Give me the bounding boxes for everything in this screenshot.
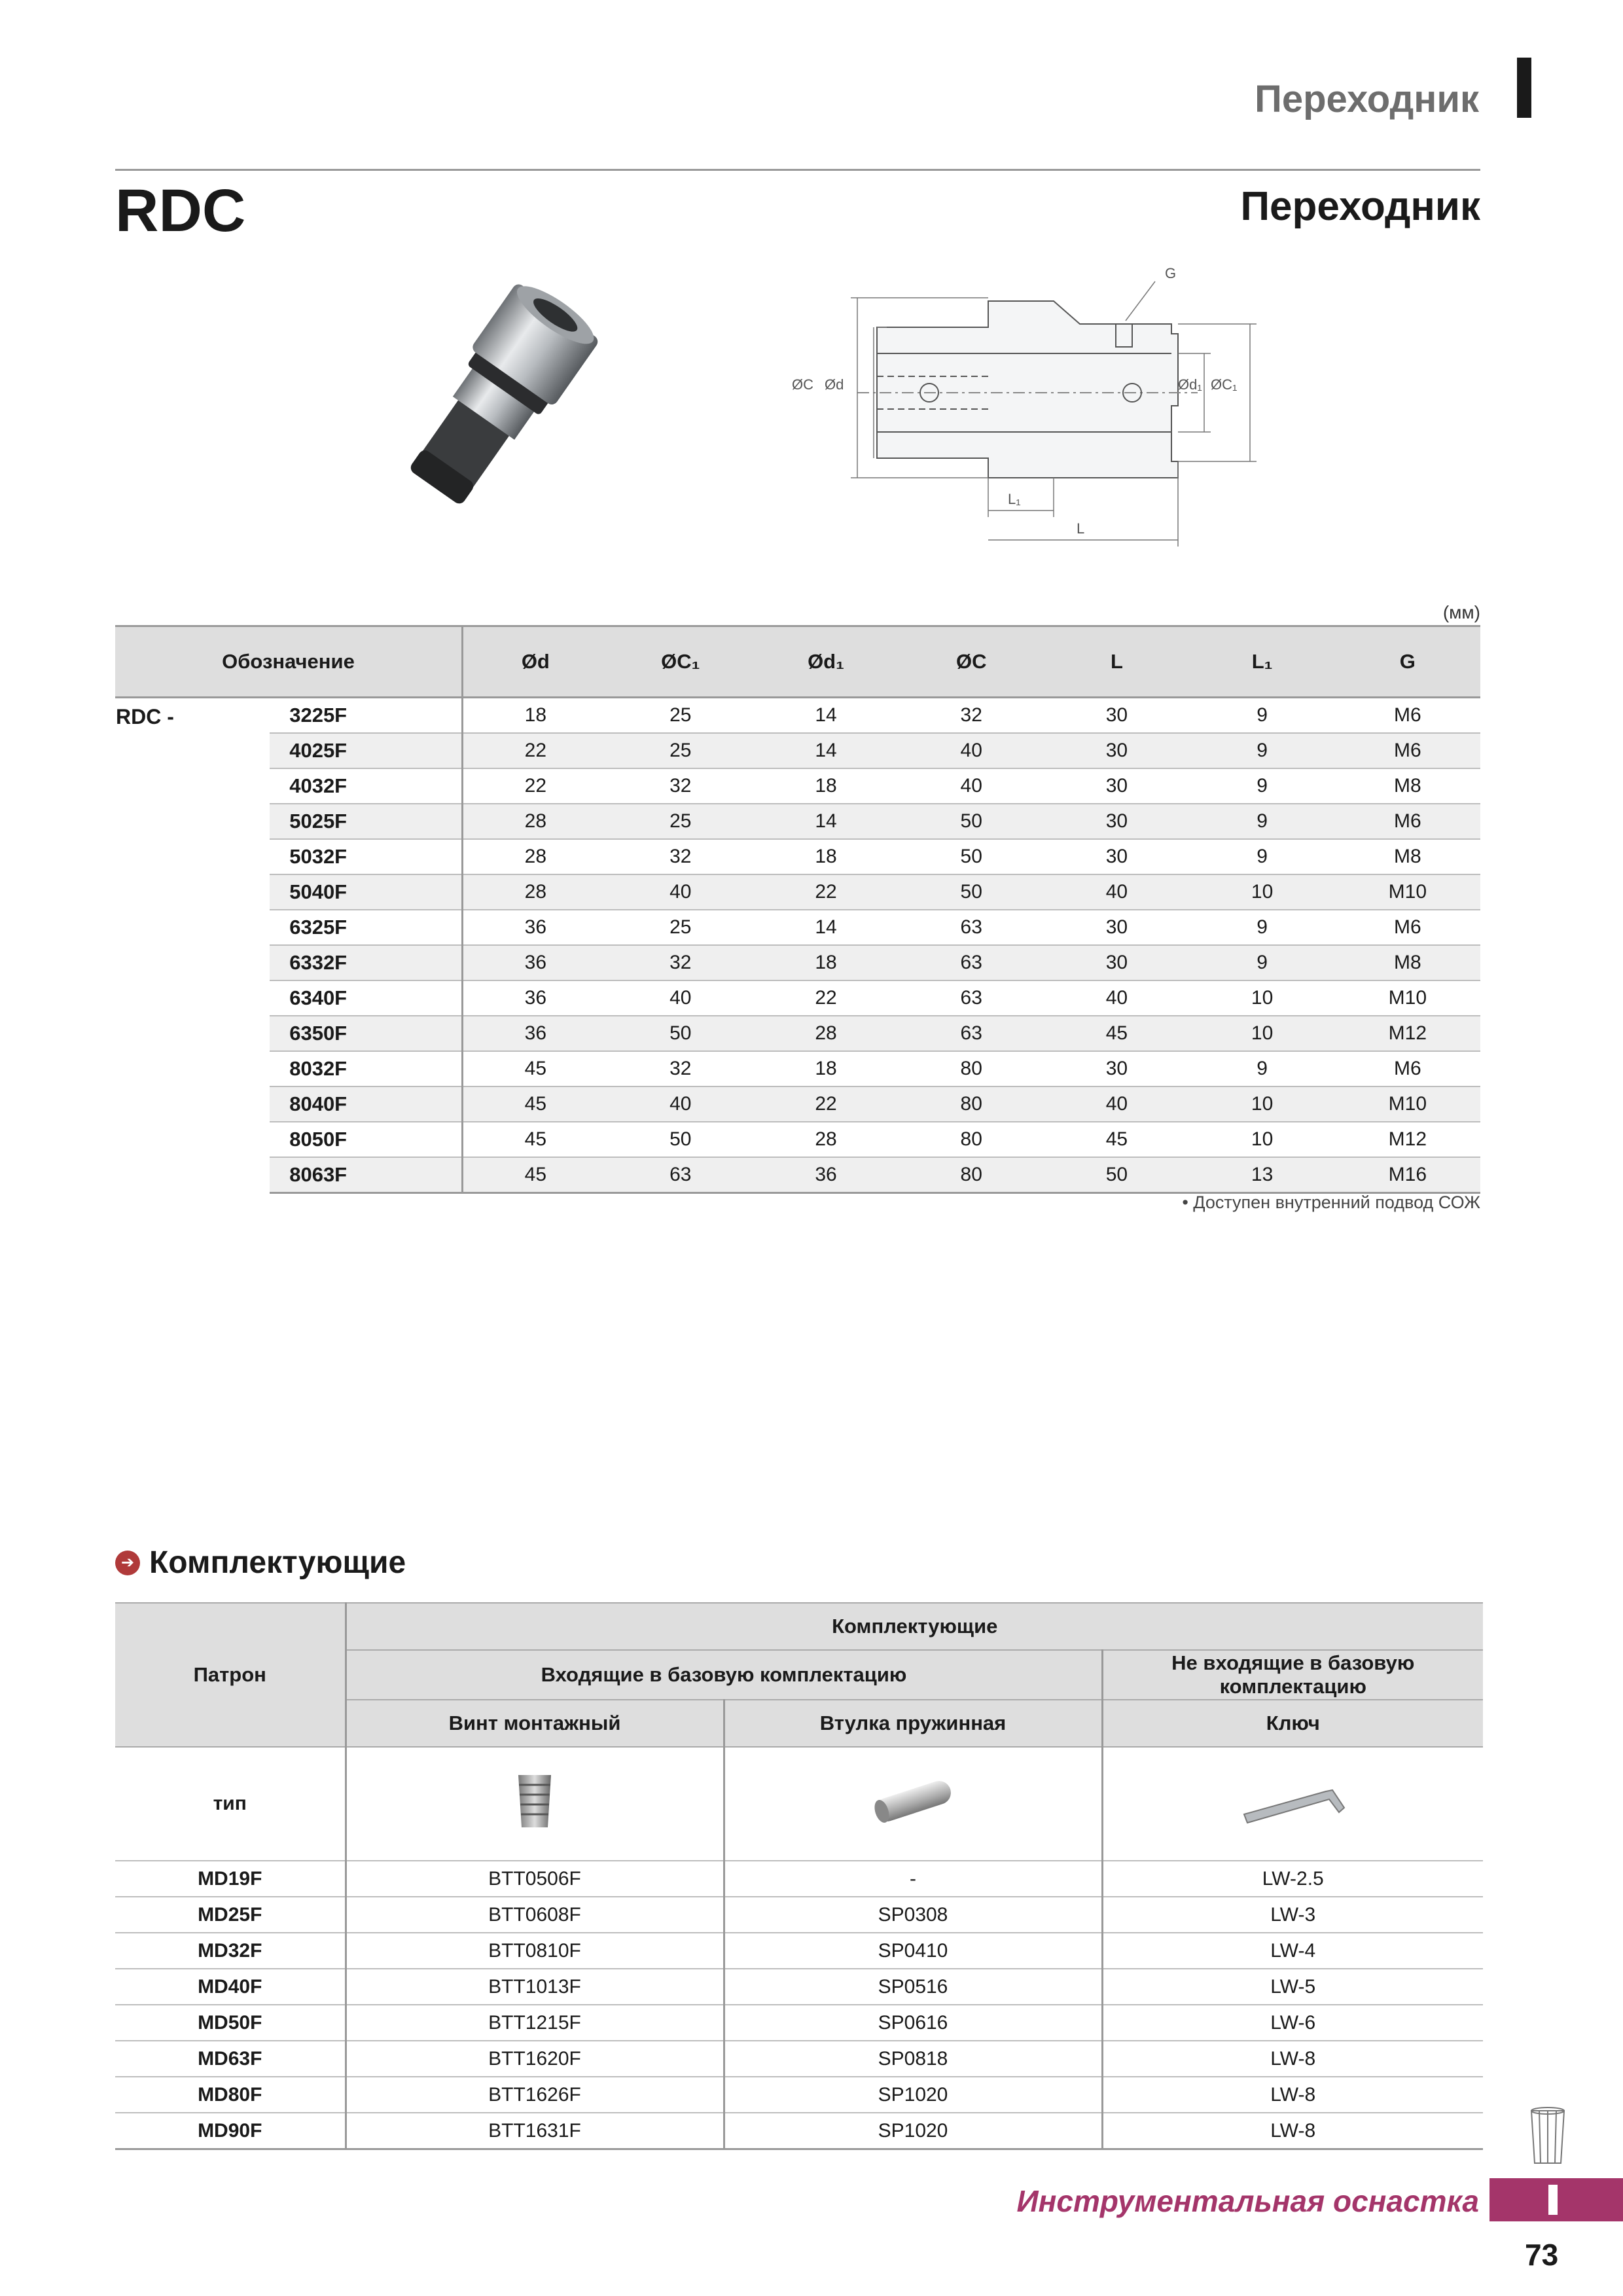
accessory-code: SP0516 xyxy=(724,1969,1102,2005)
hex-key-icon xyxy=(1234,1772,1352,1831)
spec-value: M6 xyxy=(1335,910,1480,945)
th-screw: Винт монтажный xyxy=(346,1700,724,1747)
spec-value: M8 xyxy=(1335,839,1480,874)
chuck-model: MD32F xyxy=(115,1933,346,1969)
spec-value: 63 xyxy=(899,910,1044,945)
spec-value: 28 xyxy=(753,1122,899,1157)
spec-value: 40 xyxy=(1044,874,1189,910)
spec-value: M8 xyxy=(1335,945,1480,980)
spec-value: 80 xyxy=(899,1051,1044,1086)
technical-drawing xyxy=(779,262,1276,550)
product-code: RDC xyxy=(115,177,246,244)
model-code: 5032F xyxy=(270,839,462,874)
spec-value: 25 xyxy=(608,910,753,945)
spec-value: 30 xyxy=(1044,733,1189,768)
spec-value: 50 xyxy=(608,1122,753,1157)
spec-value: 10 xyxy=(1190,980,1335,1016)
accessories-title: Комплектующие xyxy=(149,1545,406,1580)
spec-value: 9 xyxy=(1190,804,1335,839)
accessory-code: LW-2.5 xyxy=(1102,1861,1483,1897)
th-designation: Обозначение xyxy=(115,626,463,698)
accessory-code: SP0410 xyxy=(724,1933,1102,1969)
spec-row xyxy=(115,1086,1480,1122)
th-l: L xyxy=(1044,626,1189,698)
spec-value: 22 xyxy=(463,768,608,804)
spec-value: 63 xyxy=(608,1157,753,1193)
arrow-circle-icon: ➔ xyxy=(115,1551,140,1575)
spec-value: 30 xyxy=(1044,910,1189,945)
chuck-model: MD63F xyxy=(115,2041,346,2077)
th-accessories-group: Комплектующие xyxy=(346,1603,1483,1650)
spec-value: 9 xyxy=(1190,910,1335,945)
label-d1: Ød₁ xyxy=(1178,376,1202,393)
spec-value: 10 xyxy=(1190,1086,1335,1122)
spec-value: 10 xyxy=(1190,874,1335,910)
accessory-code: BTT1215F xyxy=(346,2005,724,2041)
collet-icon xyxy=(1525,2104,1571,2170)
spec-row xyxy=(115,698,1480,734)
spec-value: 32 xyxy=(608,839,753,874)
spec-value: 63 xyxy=(899,980,1044,1016)
chuck-model: MD80F xyxy=(115,2077,346,2113)
spec-value: 22 xyxy=(463,733,608,768)
spec-value: 30 xyxy=(1044,768,1189,804)
spec-value: 63 xyxy=(899,1016,1044,1051)
spec-value: 25 xyxy=(608,698,753,734)
accessory-code: BTT0810F xyxy=(346,1933,724,1969)
spec-value: 80 xyxy=(899,1122,1044,1157)
spec-value: 50 xyxy=(899,839,1044,874)
chuck-model: MD90F xyxy=(115,2113,346,2149)
accessory-code: BTT1626F xyxy=(346,2077,724,2113)
label-g: G xyxy=(1165,265,1177,281)
label-l1: L₁ xyxy=(1008,491,1021,507)
spec-value: 40 xyxy=(1044,1086,1189,1122)
spec-value: M16 xyxy=(1335,1157,1480,1193)
accessory-code: LW-8 xyxy=(1102,2113,1483,2149)
spec-value: 36 xyxy=(463,945,608,980)
header-divider xyxy=(115,169,1480,171)
th-c: ØC xyxy=(899,626,1044,698)
th-included: Входящие в базовую комплектацию xyxy=(346,1650,1102,1700)
accessory-code: SP0308 xyxy=(724,1897,1102,1933)
spec-value: 50 xyxy=(1044,1157,1189,1193)
spec-value: 28 xyxy=(753,1016,899,1051)
spec-row xyxy=(115,1157,1480,1193)
spec-value: 45 xyxy=(463,1157,608,1193)
accessory-row xyxy=(115,2113,1483,2149)
th-chuck: Патрон xyxy=(115,1603,346,1747)
spec-value: 80 xyxy=(899,1157,1044,1193)
spec-value: M10 xyxy=(1335,1086,1480,1122)
product-photo xyxy=(353,281,628,517)
model-code: 8063F xyxy=(270,1157,462,1193)
spec-value: 25 xyxy=(608,804,753,839)
spec-value: 9 xyxy=(1190,945,1335,980)
spec-value: 30 xyxy=(1044,698,1189,734)
spec-value: 28 xyxy=(463,874,608,910)
spec-row xyxy=(115,768,1480,804)
accessory-code: LW-8 xyxy=(1102,2077,1483,2113)
spec-value: 25 xyxy=(608,733,753,768)
spec-value: 32 xyxy=(899,698,1044,734)
spec-value: 40 xyxy=(608,980,753,1016)
spec-value: 14 xyxy=(753,698,899,734)
spec-value: 18 xyxy=(753,945,899,980)
accessory-code: BTT1013F xyxy=(346,1969,724,2005)
spec-value: 13 xyxy=(1190,1157,1335,1193)
spec-value: 45 xyxy=(1044,1016,1189,1051)
spec-row xyxy=(115,874,1480,910)
accessory-code: BTT1620F xyxy=(346,2041,724,2077)
spec-value: M6 xyxy=(1335,698,1480,734)
spec-value: 18 xyxy=(753,839,899,874)
th-d: Ød xyxy=(463,626,608,698)
spec-value: 10 xyxy=(1190,1122,1335,1157)
model-code: 6332F xyxy=(270,945,462,980)
spec-value: 32 xyxy=(608,945,753,980)
spec-value: 45 xyxy=(463,1051,608,1086)
spec-value: 30 xyxy=(1044,804,1189,839)
model-code: 5025F xyxy=(270,804,462,839)
label-c1: ØC₁ xyxy=(1211,376,1238,393)
spec-value: 63 xyxy=(899,945,1044,980)
spec-value: 40 xyxy=(608,874,753,910)
spec-value: M12 xyxy=(1335,1016,1480,1051)
spec-value: 50 xyxy=(608,1016,753,1051)
spec-value: 18 xyxy=(753,768,899,804)
spec-value: 28 xyxy=(463,804,608,839)
model-prefix: RDC - xyxy=(115,698,270,1193)
chuck-model: MD50F xyxy=(115,2005,346,2041)
spec-value: 9 xyxy=(1190,698,1335,734)
header-bar xyxy=(1517,58,1531,118)
accessory-code: LW-8 xyxy=(1102,2041,1483,2077)
spec-row xyxy=(115,839,1480,874)
model-code: 8040F xyxy=(270,1086,462,1122)
key-image xyxy=(1102,1747,1483,1861)
spec-value: 30 xyxy=(1044,945,1189,980)
accessory-row xyxy=(115,2077,1483,2113)
type-label: тип xyxy=(115,1747,346,1861)
spec-value: 14 xyxy=(753,804,899,839)
spec-value: 40 xyxy=(608,1086,753,1122)
spec-value: 45 xyxy=(463,1122,608,1157)
spec-row xyxy=(115,1016,1480,1051)
model-code: 3225F xyxy=(270,698,462,734)
chuck-model: MD19F xyxy=(115,1861,346,1897)
accessory-row xyxy=(115,1861,1483,1897)
spec-value: 30 xyxy=(1044,1051,1189,1086)
spec-value: 22 xyxy=(753,1086,899,1122)
spec-row xyxy=(115,733,1480,768)
accessory-code: BTT0506F xyxy=(346,1861,724,1897)
chuck-model: MD40F xyxy=(115,1969,346,2005)
spec-value: 40 xyxy=(1044,980,1189,1016)
spec-value: M10 xyxy=(1335,980,1480,1016)
th-c1: ØC₁ xyxy=(608,626,753,698)
spec-value: M8 xyxy=(1335,768,1480,804)
accessory-code: SP1020 xyxy=(724,2077,1102,2113)
th-key: Ключ xyxy=(1102,1700,1483,1747)
spec-value: 36 xyxy=(463,980,608,1016)
th-g: G xyxy=(1335,626,1480,698)
spec-value: 36 xyxy=(463,1016,608,1051)
spec-value: M6 xyxy=(1335,733,1480,768)
spec-value: 36 xyxy=(463,910,608,945)
page-number: 73 xyxy=(1525,2238,1559,2272)
sleeve-image xyxy=(724,1747,1102,1861)
accessory-code: SP1020 xyxy=(724,2113,1102,2149)
th-not-included: Не входящие в базовую комплектацию xyxy=(1102,1650,1483,1700)
spec-value: 40 xyxy=(899,768,1044,804)
spec-value: 45 xyxy=(463,1086,608,1122)
model-code: 6350F xyxy=(270,1016,462,1051)
spec-value: 40 xyxy=(899,733,1044,768)
spec-value: 14 xyxy=(753,733,899,768)
screw-image xyxy=(346,1747,724,1861)
accessory-row xyxy=(115,2041,1483,2077)
spec-value: 50 xyxy=(899,804,1044,839)
spec-value: 18 xyxy=(463,698,608,734)
spec-row xyxy=(115,1051,1480,1086)
spec-value: 50 xyxy=(899,874,1044,910)
spec-value: 80 xyxy=(899,1086,1044,1122)
model-code: 6325F xyxy=(270,910,462,945)
label-l: L xyxy=(1077,520,1085,537)
spec-row xyxy=(115,910,1480,945)
accessory-code: SP0818 xyxy=(724,2041,1102,2077)
model-code: 8032F xyxy=(270,1051,462,1086)
model-code: 5040F xyxy=(270,874,462,910)
spec-value: 22 xyxy=(753,874,899,910)
accessory-code: BTT1631F xyxy=(346,2113,724,2149)
spec-value: 32 xyxy=(608,1051,753,1086)
product-title: Переходник xyxy=(1240,184,1480,229)
footer-text: Инструментальная оснастка xyxy=(1016,2184,1479,2218)
screw-icon xyxy=(508,1768,561,1834)
spec-row xyxy=(115,980,1480,1016)
accessory-code: - xyxy=(724,1861,1102,1897)
accessory-row xyxy=(115,1969,1483,2005)
accessory-code: BTT0608F xyxy=(346,1897,724,1933)
sleeve-icon xyxy=(867,1775,959,1827)
spec-value: 32 xyxy=(608,768,753,804)
accessory-code: LW-4 xyxy=(1102,1933,1483,1969)
coolant-note: • Доступен внутренний подвод СОЖ xyxy=(1182,1193,1480,1212)
label-c: ØC xyxy=(792,376,813,393)
model-code: 4032F xyxy=(270,768,462,804)
model-code: 6340F xyxy=(270,980,462,1016)
spec-value: 9 xyxy=(1190,768,1335,804)
spec-value: 28 xyxy=(463,839,608,874)
footer-tab xyxy=(1489,2178,1623,2221)
accessory-code: LW-5 xyxy=(1102,1969,1483,2005)
accessory-code: LW-3 xyxy=(1102,1897,1483,1933)
th-l1: L₁ xyxy=(1190,626,1335,698)
spec-value: 18 xyxy=(753,1051,899,1086)
spec-value: 10 xyxy=(1190,1016,1335,1051)
spec-row xyxy=(115,945,1480,980)
chuck-model: MD25F xyxy=(115,1897,346,1933)
th-sleeve: Втулка пружинная xyxy=(724,1700,1102,1747)
spec-value: 36 xyxy=(753,1157,899,1193)
spec-value: M6 xyxy=(1335,1051,1480,1086)
spec-value: 45 xyxy=(1044,1122,1189,1157)
accessories-heading xyxy=(115,1545,406,1581)
accessory-code: SP0616 xyxy=(724,2005,1102,2041)
spec-value: 22 xyxy=(753,980,899,1016)
spec-table xyxy=(115,625,1480,1194)
spec-row xyxy=(115,1122,1480,1157)
unit-label: (мм) xyxy=(1442,602,1480,622)
header-category: Переходник xyxy=(1255,78,1479,120)
spec-value: M10 xyxy=(1335,874,1480,910)
accessory-row xyxy=(115,2005,1483,2041)
model-code: 8050F xyxy=(270,1122,462,1157)
spec-value: 30 xyxy=(1044,839,1189,874)
model-code: 4025F xyxy=(270,733,462,768)
spec-value: 9 xyxy=(1190,733,1335,768)
accessory-code: LW-6 xyxy=(1102,2005,1483,2041)
label-d: Ød xyxy=(825,376,844,393)
spec-value: 14 xyxy=(753,910,899,945)
spec-row xyxy=(115,804,1480,839)
accessory-row xyxy=(115,1897,1483,1933)
accessories-table xyxy=(115,1602,1483,2150)
spec-value: M12 xyxy=(1335,1122,1480,1157)
accessory-row xyxy=(115,1933,1483,1969)
spec-value: M6 xyxy=(1335,804,1480,839)
spec-value: 9 xyxy=(1190,839,1335,874)
spec-value: 9 xyxy=(1190,1051,1335,1086)
th-d1: Ød₁ xyxy=(753,626,899,698)
